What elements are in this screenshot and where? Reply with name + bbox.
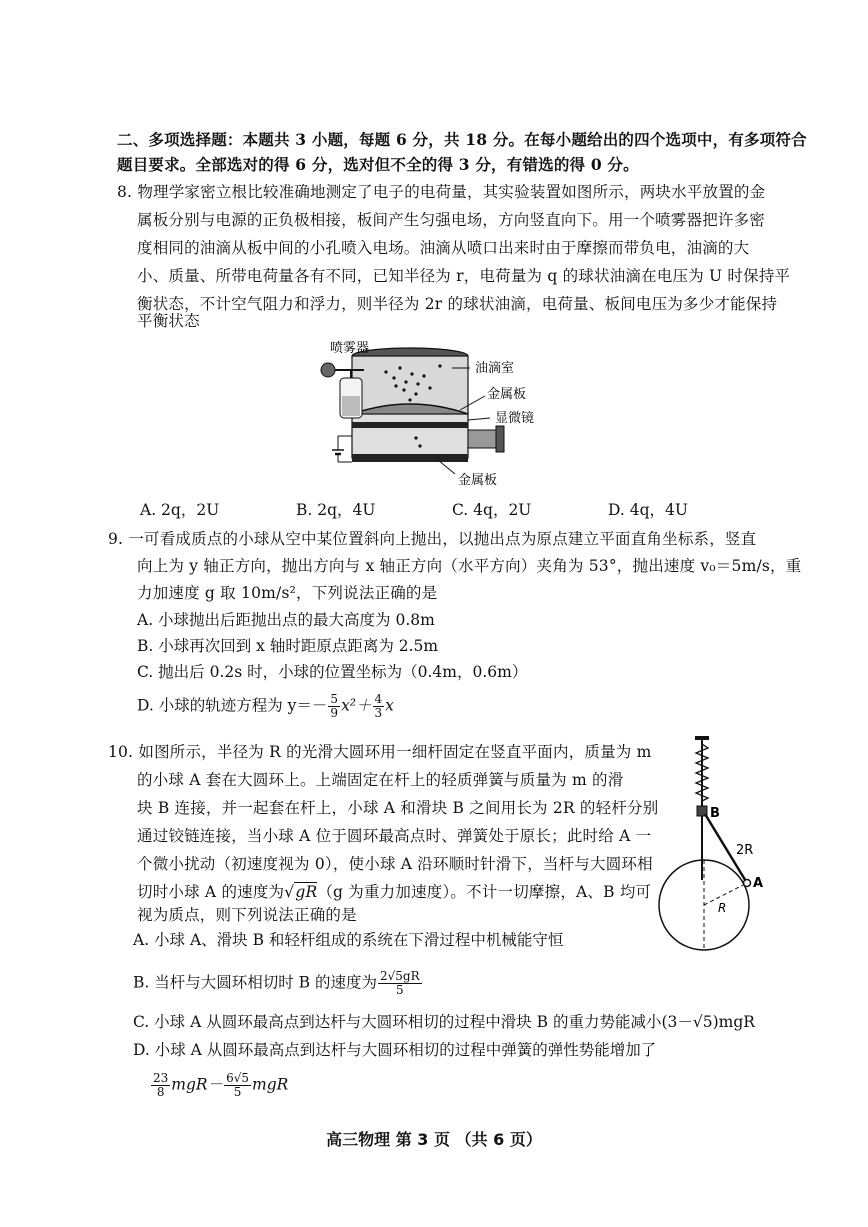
q9-option-d-prefix: D. 小球的轨迹方程为 y＝－ <box>137 696 328 715</box>
q10-option-d: D. 小球 A 从圆环最高点到达杆与大圆环相切的过程中弹簧的弹性势能增加了 <box>133 1041 657 1059</box>
q9-option-a: A. 小球抛出后距抛出点的最大高度为 0.8m <box>137 611 435 629</box>
sqrt-gR: gR <box>295 883 318 901</box>
q8-option-b: B. 2q，4U <box>296 501 376 519</box>
label-2R: 2R <box>736 843 754 858</box>
q8-line: 属板分别与电源的正负极相接，板间产生匀强电场，方向竖直向下。用一个喷雾器把许多密 <box>137 211 766 229</box>
page-footer: 高三物理 第 3 页 （共 6 页） <box>326 1130 542 1149</box>
section-heading-line1: 二、多项选择题：本题共 3 小题，每题 6 分，共 18 分。在每小题给出的四个选项中，有多项符合 <box>117 130 807 149</box>
q10-line: 的小球 A 套在大圆环上。上端固定在杆上的轻质弹簧与质量为 m 的滑 <box>137 771 624 789</box>
q10-line: 10. 如图所示，半径为 R 的光滑大圆环用一细杆固定在竖直平面内，质量为 m <box>108 743 652 761</box>
ring-rod-figure <box>650 730 790 960</box>
q10-line6-suffix: （g 为重力加速度）。不计一切摩擦，A、B 均可 <box>317 883 652 901</box>
expr-suffix: mgR <box>252 1075 289 1094</box>
q10-line: 视为质点，则下列说法正确的是 <box>137 906 357 924</box>
millikan-apparatus-figure <box>320 338 560 488</box>
q10-line6-prefix: 切时小球 A 的速度为 <box>137 883 285 901</box>
plate-top-label: 金属板 <box>487 387 527 402</box>
q8-option-a: A. 2q，2U <box>140 501 220 519</box>
fraction <box>151 1072 170 1099</box>
q10-option-b-prefix: B. 当杆与大圆环相切时 B 的速度为 <box>133 973 377 992</box>
fraction <box>328 693 340 720</box>
q10-option-d-expression <box>150 1072 288 1099</box>
q9-option-b: B. 小球再次回到 x 轴时距原点距离为 2.5m <box>137 637 439 655</box>
label-R: R <box>718 901 727 915</box>
label-A: A <box>753 876 764 891</box>
q10-option-c: C. 小球 A 从圆环最高点到达杆与大圆环相切的过程中滑块 B 的重力势能减小(3－√5)mgR <box>133 1013 755 1031</box>
q8-line: 度相同的油滴从板中间的小孔喷入电场。油滴从喷口出来时由于摩擦而带负电，油滴的大 <box>137 239 750 257</box>
q10-line: 个微小扰动（初速度视为 0），使小球 A 沿环顺时针滑下，当杆与大圆环相 <box>137 855 653 873</box>
frac-num: 23 <box>153 1071 169 1085</box>
frac-num: 2√5gR <box>380 969 420 983</box>
q8-line: 平衡状态 <box>137 312 200 330</box>
frac-den: 5 <box>396 983 404 997</box>
label-B: B <box>710 806 720 821</box>
frac-den: 9 <box>330 706 339 720</box>
q9-line: 向上为 y 轴正方向，抛出方向与 x 轴正方向（水平方向）夹角为 53°，抛出速度 v₀＝5m/s，重 <box>137 557 802 575</box>
frac-den: 3 <box>374 706 383 720</box>
q8-option-c: C. 4q，2U <box>452 501 532 519</box>
frac-den: 5 <box>233 1085 242 1099</box>
frac-den: 8 <box>156 1085 165 1099</box>
q9-line: 力加速度 g 取 10m/s²，下列说法正确的是 <box>137 584 438 602</box>
microscope-label: 显微镜 <box>495 411 535 426</box>
q8-option-d: D. 4q，4U <box>608 501 688 519</box>
q10-option-a: A. 小球 A、滑块 B 和轻杆组成的系统在下滑过程中机械能守恒 <box>133 931 564 949</box>
q9-line: 9. 一可看成质点的小球从空中某位置斜向上抛出，以抛出点为原点建立平面直角坐标系，竖直 <box>108 530 757 548</box>
q9-option-d-mid: x²＋ <box>341 696 372 715</box>
q8-line: 衡状态，不计空气阻力和浮力，则半径为 2r 的球状油滴，电荷量、板间电压为多少才能保持 <box>137 295 778 313</box>
fraction <box>224 1072 251 1099</box>
q8-line: 小、质量、所带电荷量各有不同，已知半径为 r，电荷量为 q 的球状油滴在电压为 U 时保持平 <box>137 267 791 285</box>
plate-bottom-label: 金属板 <box>458 473 498 488</box>
q9-option-d <box>137 693 394 720</box>
q10-option-b <box>133 970 423 997</box>
frac-num: 4 <box>374 692 383 706</box>
frac-num: 6√5 <box>226 1071 249 1085</box>
q8-line: 8. 物理学家密立根比较准确地测定了电子的电荷量，其实验装置如图所示，两块水平放置的金 <box>117 183 766 201</box>
section-heading-line2: 题目要求。全部选对的得 6 分，选对但不全的得 3 分，有错选的得 0 分。 <box>117 155 639 174</box>
frac-num: 5 <box>330 692 339 706</box>
expr-mid: mgR－ <box>171 1075 224 1094</box>
q10-line: 通过铰链连接，当小球 A 位于圆环最高点时、弹簧处于原长；此时给 A 一 <box>137 827 652 845</box>
q9-option-c: C. 抛出后 0.2s 时，小球的位置坐标为（0.4m，0.6m） <box>137 663 528 681</box>
sprayer-label: 喷雾器 <box>330 341 370 356</box>
chamber-label: 油滴室 <box>475 361 515 376</box>
q10-line: 块 B 连接，并一起套在杆上，小球 A 和滑块 B 之间用长为 2R 的轻杆分别 <box>137 799 659 817</box>
fraction <box>378 970 422 997</box>
fraction <box>373 693 385 720</box>
q9-option-d-suffix: x <box>385 696 394 715</box>
q10-line: 切时小球 A 的速度为√gR（g 为重力加速度）。不计一切摩擦，A、B 均可 <box>137 883 652 901</box>
